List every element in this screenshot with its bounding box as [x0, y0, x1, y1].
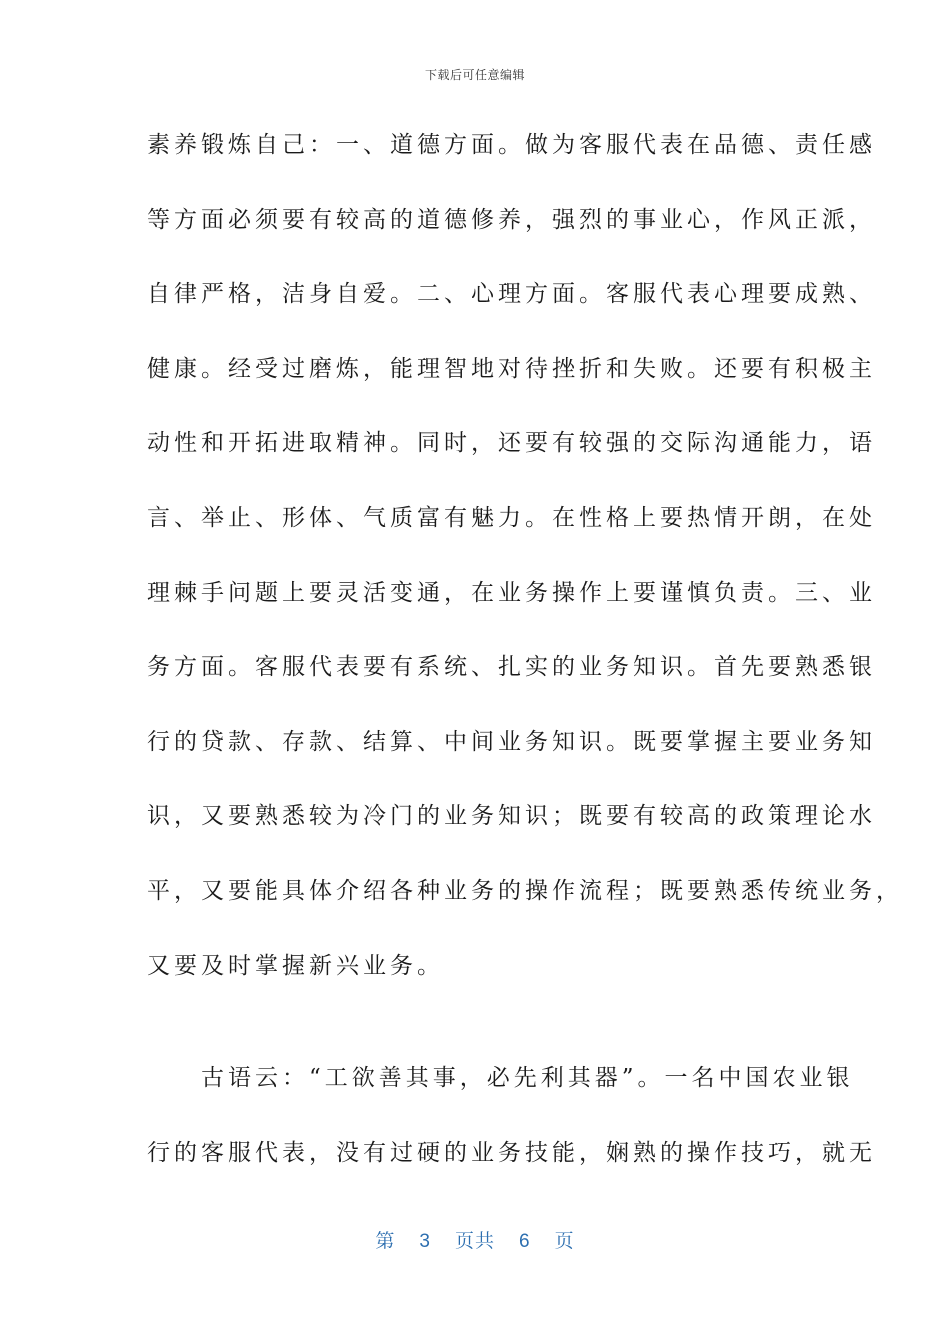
header-note: 下载后可任意编辑 [424, 68, 525, 82]
paragraph-line: 行的客服代表，没有过硬的业务技能，娴熟的操作技巧，就无 [147, 1139, 876, 1166]
paragraph-line: 务方面。客服代表要有系统、扎实的业务知识。首先要熟悉银 [147, 654, 876, 681]
paragraph-line: 健康。经受过磨炼，能理智地对待挫折和失败。还要有积极主 [147, 355, 876, 382]
paragraph-line: 素养锻炼自己：一、道德方面。做为客服代表在品德、责任感 [147, 132, 876, 158]
page-label-middle: 页共 [454, 1231, 495, 1252]
document-body [147, 108, 903, 1190]
total-pages-number: 6 [519, 1231, 531, 1252]
paragraph-line: 动性和开拓进取精神。同时，还要有较强的交际沟通能力，语 [147, 430, 876, 457]
page-label-prefix: 第 [375, 1231, 396, 1252]
current-page-number: 3 [419, 1231, 431, 1252]
paragraph-line: 识，又要熟悉较为冷门的业务知识；既要有较高的政策理论水 [147, 803, 876, 830]
page-label-suffix: 页 [554, 1231, 575, 1252]
paragraph-line: 行的贷款、存款、结算、中间业务知识。既要掌握主要业务知 [147, 728, 876, 755]
paragraph-gap [147, 1003, 807, 1041]
paragraph-line: 等方面必须要有较高的道德修养，强烈的事业心，作风正派， [147, 206, 876, 233]
page-number-footer [0, 1226, 950, 1253]
paragraph-line: 言、举止、形体、气质富有魅力。在性格上要热情开朗，在处 [147, 504, 876, 531]
paragraph-line: 理棘手问题上要灵活变通，在业务操作上要谨慎负责。三、业 [147, 579, 876, 606]
paragraph-line: 平，又要能具体介绍各种业务的操作流程；既要熟悉传统业务， [147, 877, 903, 904]
paragraph-line: 自律严格，洁身自爱。二、心理方面。客服代表心理要成熟、 [147, 281, 876, 308]
paragraph-line: 古语云：“工欲善其事，必先利其器”。一名中国农业银 [147, 1065, 854, 1092]
paragraph-line: 又要及时掌握新兴业务。 [147, 952, 444, 979]
